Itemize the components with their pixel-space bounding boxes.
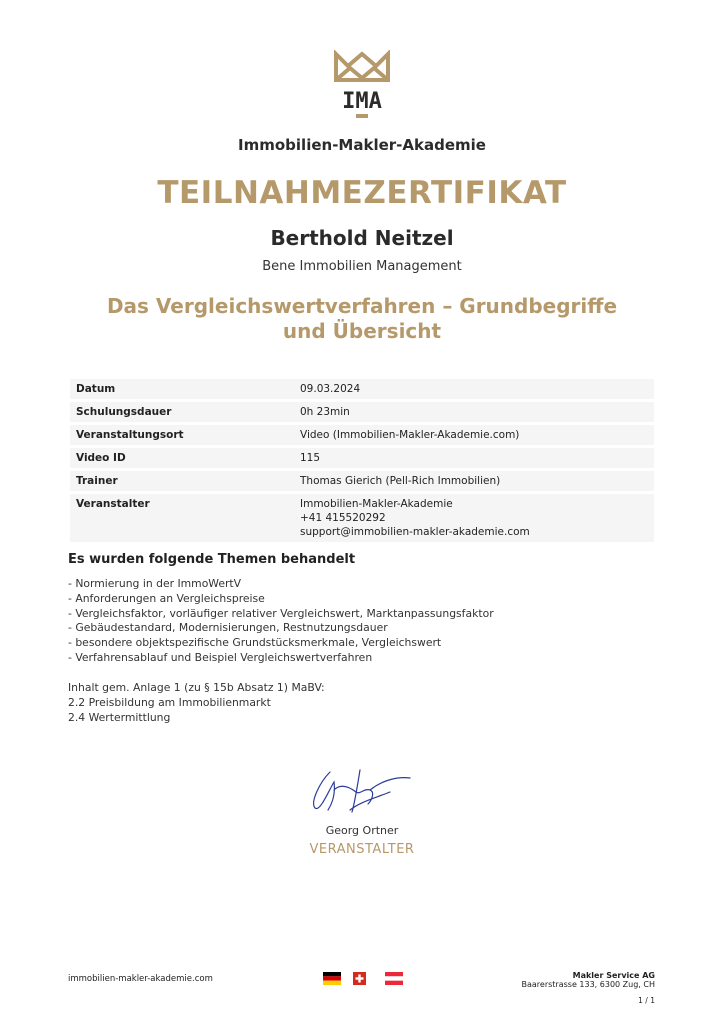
details-value: Video (Immobilien-Makler-Akademie.com) [294,425,654,445]
details-label: Video ID [70,448,294,468]
topics-list [68,577,494,666]
details-label: Trainer [70,471,294,491]
austria-flag-icon [385,972,403,985]
organization-name: Immobilien-Makler-Akademie [238,136,486,154]
details-row-location [70,425,654,445]
certificate-title: TEILNAHMEZERTIFIKAT [157,175,567,211]
signature-image [300,762,420,822]
ima-logo [332,50,392,122]
footer-company-address: Baarerstrasse 133, 6300 Zug, CH [521,980,655,989]
topic-item: - Vergleichsfaktor, vorläufiger relativer Vergleichswert, Marktanpassungsfaktor [68,606,494,620]
details-value: Thomas Gierich (Pell-Rich Immobilien) [294,471,654,491]
course-title [0,294,724,344]
details-row-video-id [70,448,654,468]
svg-text:IMA: IMA [342,89,382,114]
details-value [294,494,654,542]
details-label: Veranstalter [70,494,294,542]
page-number: 1 / 1 [638,996,655,1005]
details-value: 115 [294,448,654,468]
signer-role: VERANSTALTER [309,842,415,857]
topic-item: - Anforderungen an Vergleichspreise [68,591,265,605]
details-value: 09.03.2024 [294,379,654,399]
mabv-section [68,681,325,725]
mabv-line: Inhalt gem. Anlage 1 (zu § 15b Absatz 1) MaBV: [68,681,325,694]
signer-name: Georg Ortner [325,824,399,837]
organizer-email: support@immobilien-makler-akademie.com [300,526,530,538]
flag-group [323,972,403,986]
topic-item: - besondere objektspezifische Grundstücksmerkmale, Vergleichswert [68,636,442,650]
details-label: Datum [70,379,294,399]
organizer-name: Immobilien-Makler-Akademie [300,498,453,510]
details-label: Schulungsdauer [70,402,294,422]
switzerland-flag-icon [353,972,366,985]
details-row-duration [70,402,654,422]
details-row-trainer [70,471,654,491]
topics-heading: Es wurden folgende Themen behandelt [68,552,356,567]
details-row-date [70,379,654,399]
details-value: 0h 23min [294,402,654,422]
topic-item: - Gebäudestandard, Modernisierungen, Restnutzungsdauer [68,621,388,635]
footer-company-name: Makler Service AG [572,971,655,980]
topic-item: - Verfahrensablauf und Beispiel Vergleichswertverfahren [68,650,373,664]
details-label: Veranstaltungsort [70,425,294,445]
course-title-line2: und Übersicht [282,319,442,343]
course-title-line1: Das Vergleichswertverfahren – Grundbegriffe [106,294,618,318]
participant-company: Bene Immobilien Management [262,259,462,274]
mabv-line: 2.4 Wertermittlung [68,710,171,724]
organizer-phone: +41 415520292 [300,512,386,524]
topic-item: - Normierung in der ImmoWertV [68,577,242,590]
participant-name: Berthold Neitzel [270,226,454,250]
footer-website: immobilien-makler-akademie.com [68,974,213,984]
details-table [70,376,654,545]
mabv-line: 2.2 Preisbildung am Immobilienmarkt [68,695,271,709]
details-row-organizer [70,494,654,542]
germany-flag-icon [323,972,341,985]
